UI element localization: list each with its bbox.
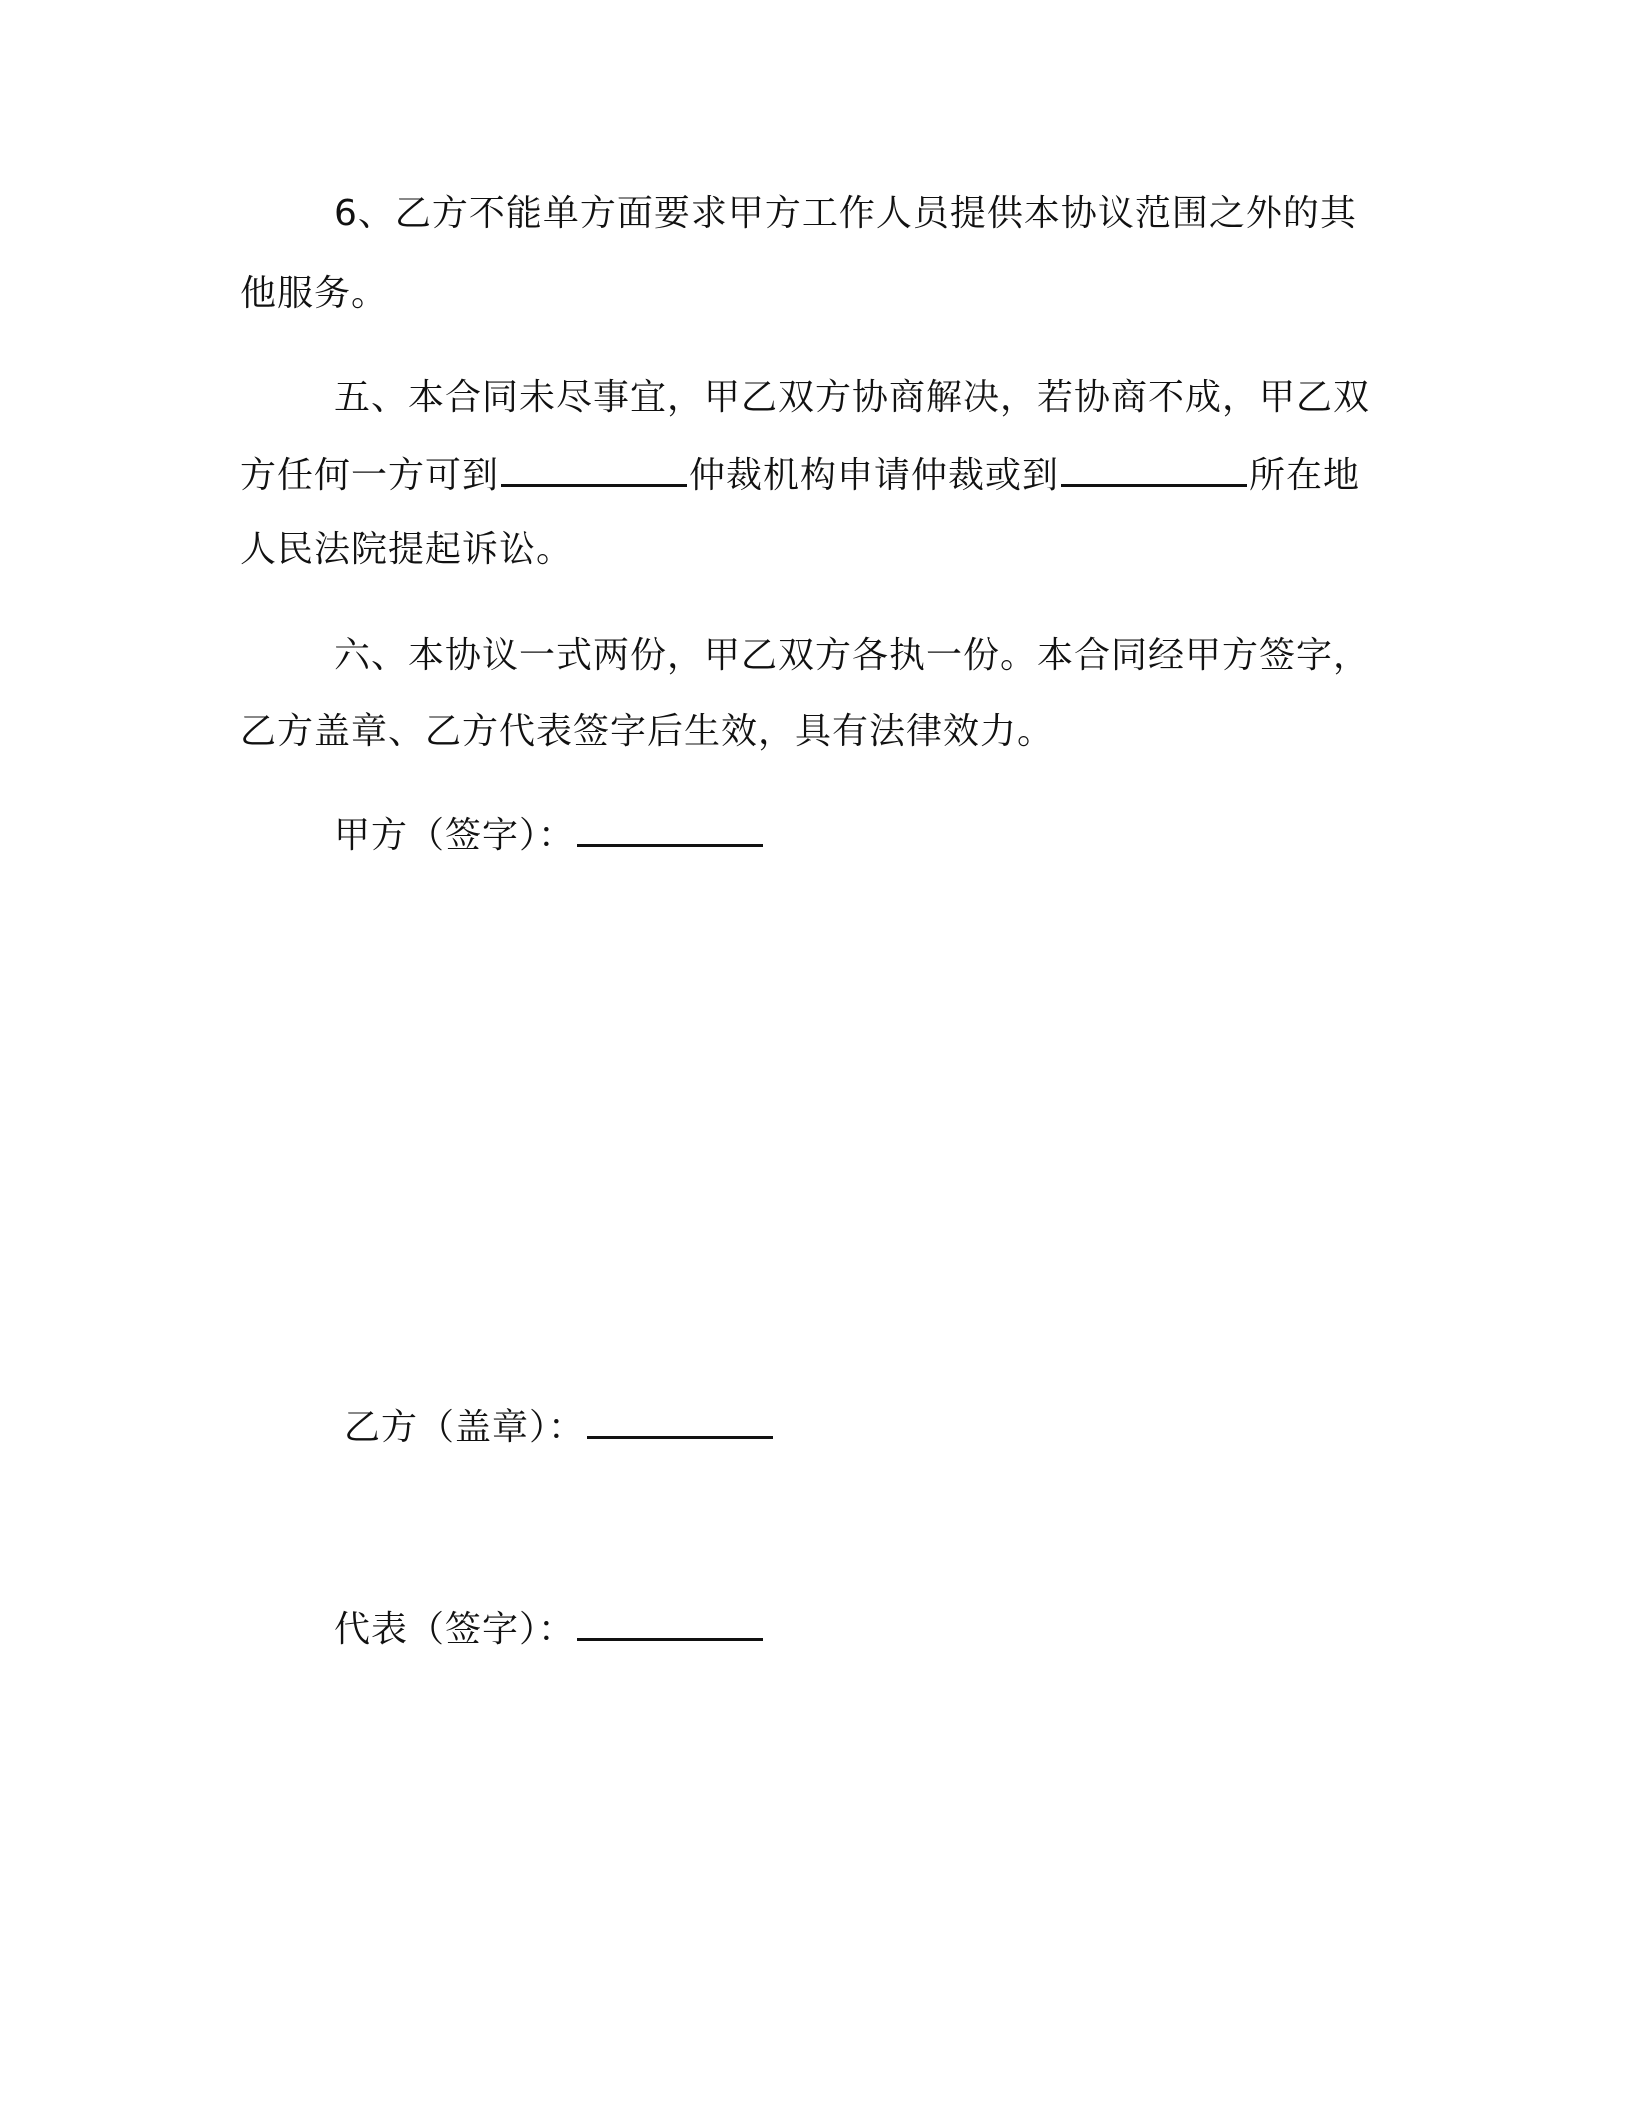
representative-signature-blank bbox=[577, 1606, 763, 1641]
clause5-line2-part2: 仲裁机构申请仲裁或到 bbox=[689, 455, 1060, 496]
arbitration-location-blank bbox=[501, 452, 687, 487]
party-b-seal-line bbox=[344, 1404, 775, 1450]
representative-signature-label: 代表（签字）： bbox=[334, 1609, 576, 1650]
clause6-line1: 六、本协议一式两份，甲乙双方各执一份。本合同经甲方签字， bbox=[334, 635, 1371, 676]
clause5-line2-part3: 所在地 bbox=[1249, 455, 1361, 496]
party-a-signature-label: 甲方（签字）： bbox=[334, 815, 576, 856]
item6-line1: 6、乙方不能单方面要求甲方工作人员提供本协议范围之外的其 bbox=[334, 193, 1357, 234]
clause5-line2 bbox=[240, 452, 1360, 498]
representative-signature-line bbox=[334, 1606, 765, 1652]
party-b-seal-label: 乙方（盖章）： bbox=[344, 1407, 586, 1448]
party-a-signature-line bbox=[334, 812, 765, 858]
party-a-signature-blank bbox=[577, 812, 763, 847]
clause5-line1: 五、本合同未尽事宜，甲乙双方协商解决，若协商不成，甲乙双 bbox=[334, 377, 1371, 418]
court-location-blank bbox=[1061, 452, 1247, 487]
clause5-line2-part1: 方任何一方可到 bbox=[240, 455, 500, 496]
clause6-line2: 乙方盖章、乙方代表签字后生效，具有法律效力。 bbox=[240, 711, 1055, 752]
item6-line2: 他服务。 bbox=[240, 273, 389, 314]
clause5-line3: 人民法院提起诉讼。 bbox=[240, 529, 574, 570]
party-b-seal-blank bbox=[587, 1404, 773, 1439]
